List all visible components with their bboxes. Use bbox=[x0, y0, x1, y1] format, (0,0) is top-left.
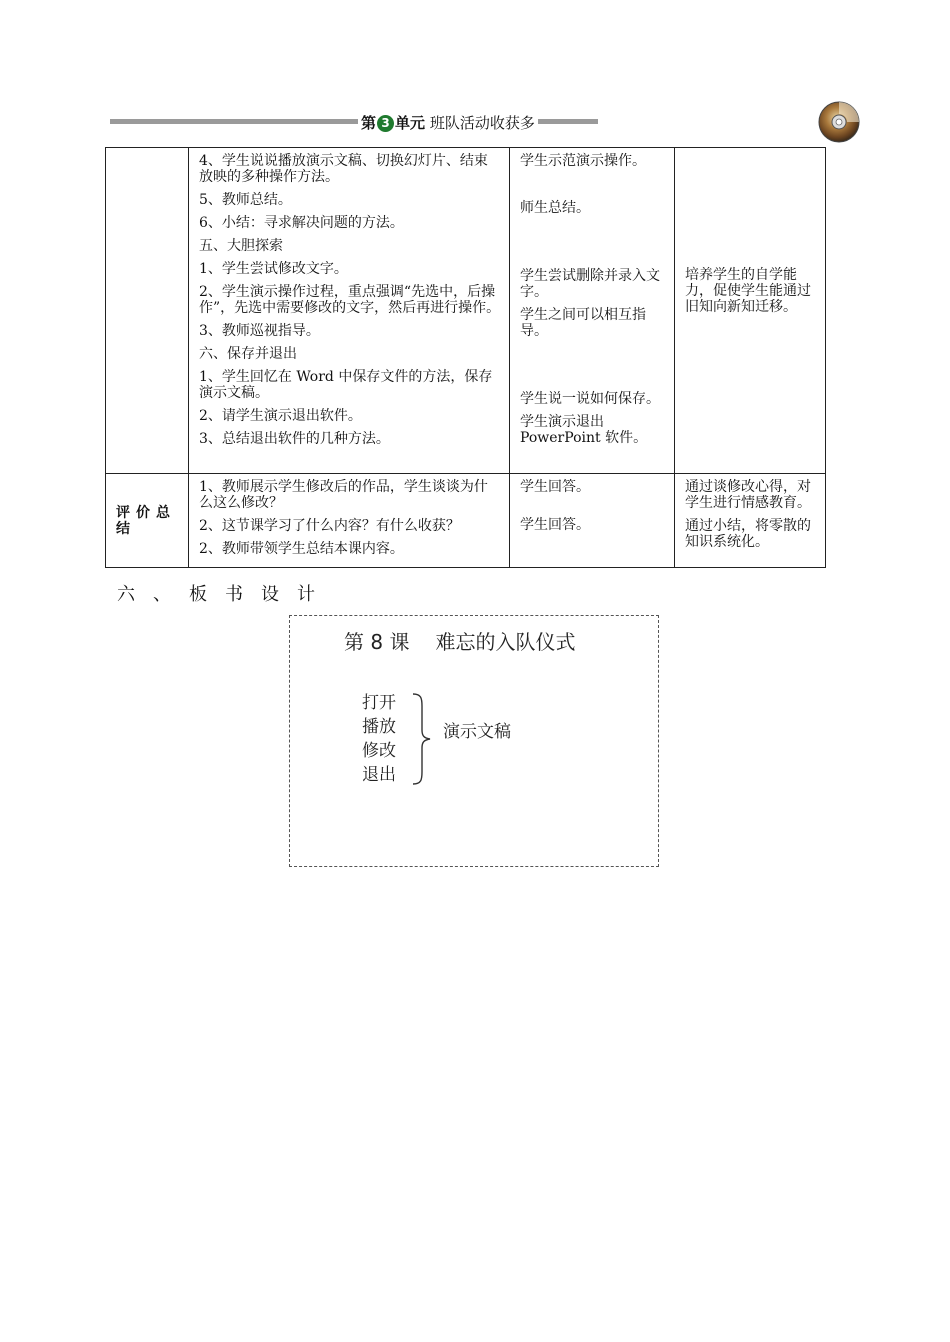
row-label bbox=[106, 148, 189, 474]
intent-line: 培养学生的自学能力，促使学生能通过旧知向新知迁移。 bbox=[685, 267, 811, 315]
step-line: 5、教师总结。 bbox=[199, 192, 292, 208]
board-item: 退出 bbox=[362, 765, 396, 785]
student-activity-cell bbox=[510, 474, 675, 568]
right-brace-icon bbox=[410, 692, 434, 786]
design-intent-cell bbox=[675, 148, 826, 474]
row-label-evaluation-summary: 评价总结 bbox=[106, 474, 189, 568]
step-line: 4、学生说说播放演示文稿、切换幻灯片、结束放映的多种操作方法。 bbox=[199, 153, 488, 185]
header-prefix: 第 bbox=[361, 114, 377, 132]
student-line: 学生回答。 bbox=[520, 479, 590, 495]
intent-line: 通过谈修改心得，对学生进行情感教育。 bbox=[685, 479, 811, 511]
student-line: 学生演示退出 PowerPoint 软件。 bbox=[520, 414, 648, 446]
step-line: 2、请学生演示退出软件。 bbox=[199, 408, 362, 424]
student-line: 学生说一说如何保存。 bbox=[520, 391, 660, 407]
table-row bbox=[106, 148, 826, 474]
step-line: 1、教师展示学生修改后的作品，学生谈谈为什么这么修改？ bbox=[199, 479, 488, 511]
board-item: 修改 bbox=[362, 741, 396, 761]
step-line: 五、大胆探索 bbox=[199, 238, 283, 254]
board-title bbox=[344, 626, 575, 655]
step-line: 3、教师巡视指导。 bbox=[199, 323, 320, 339]
step-line: 1、学生回忆在 Word 中保存文件的方法，保存演示文稿。 bbox=[199, 369, 493, 401]
step-line: 2、教师带领学生总结本课内容。 bbox=[199, 541, 404, 557]
board-item: 播放 bbox=[362, 717, 396, 737]
student-line: 学生示范演示操作。 bbox=[520, 153, 646, 169]
student-line: 学生回答。 bbox=[520, 517, 590, 533]
step-line: 2、这节课学习了什么内容？有什么收获？ bbox=[199, 518, 460, 534]
table-row bbox=[106, 474, 826, 568]
board-item-list bbox=[362, 691, 396, 787]
cd-disc-icon bbox=[817, 100, 861, 144]
board-target-label: 演示文稿 bbox=[443, 722, 511, 742]
student-activity-cell bbox=[510, 148, 675, 474]
lesson-plan-table bbox=[105, 147, 826, 568]
section-heading-board-design: 六、板书设计 bbox=[117, 584, 333, 605]
design-intent-cell bbox=[675, 474, 826, 568]
running-header bbox=[358, 113, 538, 133]
board-lesson-title: 难忘的入队仪式 bbox=[435, 630, 576, 654]
step-line: 3、总结退出软件的几种方法。 bbox=[199, 431, 390, 447]
student-line: 学生尝试删除并录入文字。 bbox=[520, 268, 660, 300]
step-line: 2、学生演示操作过程，重点强调“先选中，后操作”，先选中需要修改的文字，然后再进行操作。 bbox=[199, 284, 501, 316]
unit-number-badge: 3 bbox=[377, 115, 394, 132]
student-line: 学生之间可以相互指导。 bbox=[520, 307, 646, 339]
board-item: 打开 bbox=[362, 693, 396, 713]
intent-line: 通过小结，将零散的知识系统化。 bbox=[685, 518, 811, 550]
board-lesson-number: 第 8 课 bbox=[344, 630, 410, 654]
step-line: 六、保存并退出 bbox=[199, 346, 297, 362]
teaching-steps-cell bbox=[189, 474, 510, 568]
header-subtitle: 班队活动收获多 bbox=[429, 114, 535, 132]
step-line: 1、学生尝试修改文字。 bbox=[199, 261, 348, 277]
header-suffix: 单元 bbox=[395, 114, 426, 132]
teaching-steps-cell bbox=[189, 148, 510, 474]
blackboard-design-box bbox=[289, 615, 659, 867]
step-line: 6、小结：寻求解决问题的方法。 bbox=[199, 215, 404, 231]
student-line: 师生总结。 bbox=[520, 200, 590, 216]
